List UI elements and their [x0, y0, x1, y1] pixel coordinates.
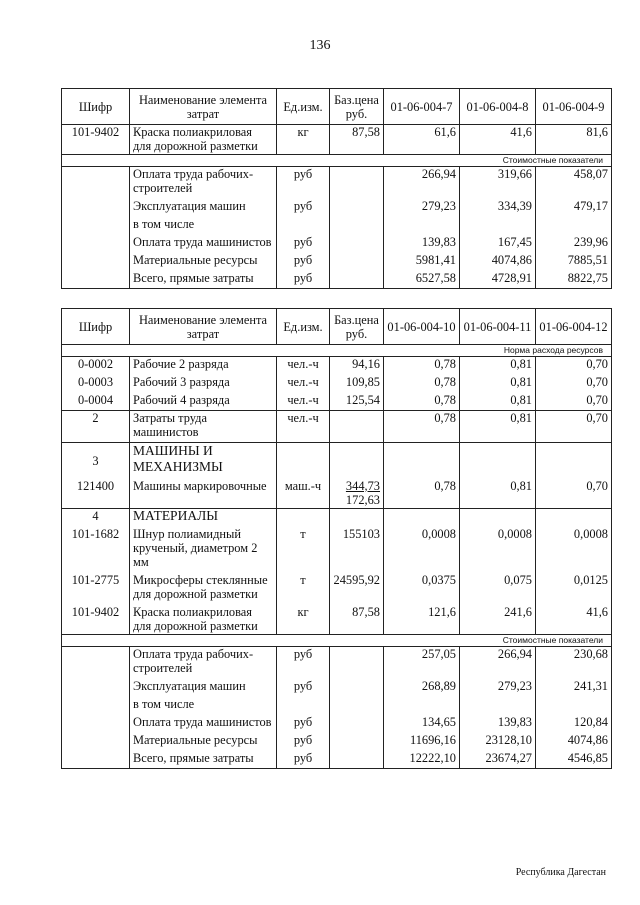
cost-value: 4728,91: [460, 271, 536, 289]
table-row: [62, 715, 612, 733]
table-row: [62, 357, 612, 375]
cost-value: 4546,85: [536, 751, 612, 769]
table-row: [62, 527, 612, 573]
header-price: Баз.цена руб.: [330, 89, 384, 125]
row-value: 41,6: [460, 125, 536, 155]
cost-value: 167,45: [460, 235, 536, 253]
header-col-3: 01-06-004-9: [536, 89, 612, 125]
row-name: Шнур полиамидный крученый, диаметром 2 мм: [130, 527, 277, 573]
row-code: 0-0002: [62, 357, 130, 375]
table-row: [62, 393, 612, 411]
cost-unit: руб: [277, 715, 330, 733]
price-secondary: 172,63: [345, 492, 380, 507]
cost-value: 266,94: [384, 167, 460, 199]
table-row: [62, 733, 612, 751]
row-unit: чел.-ч: [277, 393, 330, 411]
row-name: Рабочий 4 разряда: [130, 393, 277, 411]
table-row: [62, 679, 612, 697]
row-value: 0,81: [460, 479, 536, 509]
section-label-row: [62, 345, 612, 357]
cost-value: 239,96: [536, 235, 612, 253]
cost-value: 279,23: [460, 679, 536, 697]
cost-value: 479,17: [536, 199, 612, 217]
table-row: [62, 479, 612, 509]
row-value: 0,70: [536, 411, 612, 443]
row-code: 2: [62, 411, 130, 443]
row-unit: чел.-ч: [277, 375, 330, 393]
table-row: [62, 697, 612, 715]
cost-unit: руб: [277, 679, 330, 697]
cost-value: 11696,16: [384, 733, 460, 751]
cost-value: 266,94: [460, 647, 536, 679]
cost-value: 230,68: [536, 647, 612, 679]
footer-region: Республика Дагестан: [515, 867, 606, 878]
row-value: 0,70: [536, 479, 612, 509]
row-unit: маш.-ч: [277, 479, 330, 509]
row-unit: кг: [277, 605, 330, 635]
table-row: [62, 199, 612, 217]
table-row: [62, 253, 612, 271]
table-row: [62, 125, 612, 155]
row-price: 87,58: [330, 605, 384, 635]
row-value: 0,0125: [536, 573, 612, 605]
cost-name: в том числе: [130, 217, 277, 235]
row-name: Рабочий 3 разряда: [130, 375, 277, 393]
header-col-1: 01-06-004-10: [384, 309, 460, 345]
cost-name: в том числе: [130, 697, 277, 715]
cost-name: Оплата труда машинистов: [130, 235, 277, 253]
row-value: 0,81: [460, 375, 536, 393]
cost-value: 319,66: [460, 167, 536, 199]
cost-value: 268,89: [384, 679, 460, 697]
row-code: 101-2775: [62, 573, 130, 605]
cost-value: 334,39: [460, 199, 536, 217]
section-code: 3: [62, 443, 130, 479]
table-header-row: [62, 309, 612, 345]
cost-value: 5981,41: [384, 253, 460, 271]
section-label-row: [62, 635, 612, 647]
row-code: 0-0004: [62, 393, 130, 411]
row-name: Краска полиакриловая для дорожной разметки: [130, 605, 277, 635]
row-value: 0,78: [384, 357, 460, 375]
cost-unit: руб: [277, 199, 330, 217]
table-row: [62, 167, 612, 199]
section-title: МАТЕРИАЛЫ: [130, 509, 277, 527]
row-value: 121,6: [384, 605, 460, 635]
section-label: Стоимостные показатели: [62, 155, 612, 167]
row-value: 0,81: [460, 393, 536, 411]
row-value: 0,78: [384, 479, 460, 509]
row-value: 0,70: [536, 357, 612, 375]
cost-value: 241,31: [536, 679, 612, 697]
row-name: Затраты труда машинистов: [130, 411, 277, 443]
page-number: 136: [309, 38, 331, 53]
row-value: 81,6: [536, 125, 612, 155]
table-row: [62, 573, 612, 605]
header-name: Наименование элемента затрат: [130, 89, 277, 125]
row-value: 0,78: [384, 375, 460, 393]
row-price: 94,16: [330, 357, 384, 375]
cost-unit: руб: [277, 253, 330, 271]
row-name: Рабочие 2 разряда: [130, 357, 277, 375]
cost-unit: руб: [277, 751, 330, 769]
table-row: [62, 235, 612, 253]
cost-value: 257,05: [384, 647, 460, 679]
row-value: 241,6: [460, 605, 536, 635]
cost-name: Всего, прямые затраты: [130, 271, 277, 289]
row-price: 87,58: [330, 125, 384, 155]
header-unit: Ед.изм.: [277, 309, 330, 345]
cost-name: Оплата труда машинистов: [130, 715, 277, 733]
row-value: 0,075: [460, 573, 536, 605]
header-col-3: 01-06-004-12: [536, 309, 612, 345]
row-value: 0,78: [384, 393, 460, 411]
cost-value: 4074,86: [460, 253, 536, 271]
row-price: 125,54: [330, 393, 384, 411]
row-name: Микросферы стеклянные для дорожной разметки: [130, 573, 277, 605]
table-row: [62, 217, 612, 235]
table-row: [62, 647, 612, 679]
row-code: 101-1682: [62, 527, 130, 573]
header-unit: Ед.изм.: [277, 89, 330, 125]
row-code: 101-9402: [62, 125, 130, 155]
row-value: 41,6: [536, 605, 612, 635]
cost-unit: руб: [277, 235, 330, 253]
cost-value: 6527,58: [384, 271, 460, 289]
norm-label: Норма расхода ресурсов: [62, 345, 612, 357]
cost-name: Эксплуатация машин: [130, 199, 277, 217]
cost-value: 458,07: [536, 167, 612, 199]
section-code: 4: [62, 509, 130, 527]
header-code: Шифр: [62, 89, 130, 125]
header-col-2: 01-06-004-8: [460, 89, 536, 125]
row-name: Машины маркировочные: [130, 479, 277, 509]
section-header-row: [62, 509, 612, 527]
table-row: [62, 411, 612, 443]
cost-value: 12222,10: [384, 751, 460, 769]
cost-name: Оплата труда рабочих-строителей: [130, 167, 277, 199]
row-unit: кг: [277, 125, 330, 155]
cost-value: 23128,10: [460, 733, 536, 751]
cost-value: 8822,75: [536, 271, 612, 289]
price-primary: 344,73: [345, 478, 380, 493]
header-code: Шифр: [62, 309, 130, 345]
cost-value: 23674,27: [460, 751, 536, 769]
cost-name: Материальные ресурсы: [130, 733, 277, 751]
cost-name: Эксплуатация машин: [130, 679, 277, 697]
row-value: 0,0008: [384, 527, 460, 573]
header-col-1: 01-06-004-7: [384, 89, 460, 125]
header-col-2: 01-06-004-11: [460, 309, 536, 345]
cost-value: 139,83: [460, 715, 536, 733]
cost-value: 120,84: [536, 715, 612, 733]
cost-unit: руб: [277, 167, 330, 199]
row-value: 0,70: [536, 375, 612, 393]
row-value: 0,0008: [536, 527, 612, 573]
row-value: 0,0375: [384, 573, 460, 605]
row-value: 0,81: [460, 357, 536, 375]
table-row: [62, 751, 612, 769]
cost-unit: руб: [277, 733, 330, 751]
header-name: Наименование элемента затрат: [130, 309, 277, 345]
cost-name: Всего, прямые затраты: [130, 751, 277, 769]
row-value: 0,81: [460, 411, 536, 443]
row-value: 61,6: [384, 125, 460, 155]
table-header-row: [62, 89, 612, 125]
row-name: Краска полиакриловая для дорожной разметки: [130, 125, 277, 155]
row-code: 101-9402: [62, 605, 130, 635]
row-price: 24595,92: [330, 573, 384, 605]
row-price: 155103: [330, 527, 384, 573]
row-unit: чел.-ч: [277, 411, 330, 443]
row-price: [330, 479, 384, 509]
row-unit: т: [277, 573, 330, 605]
cost-name: Материальные ресурсы: [130, 253, 277, 271]
cost-value: 134,65: [384, 715, 460, 733]
row-unit: т: [277, 527, 330, 573]
section-label: Стоимостные показатели: [62, 635, 612, 647]
cost-value: 279,23: [384, 199, 460, 217]
row-unit: чел.-ч: [277, 357, 330, 375]
cost-value: 139,83: [384, 235, 460, 253]
cost-value: 4074,86: [536, 733, 612, 751]
cost-unit: руб: [277, 647, 330, 679]
row-code: 121400: [62, 479, 130, 509]
row-value: 0,0008: [460, 527, 536, 573]
row-value: 0,78: [384, 411, 460, 443]
section-label-row: [62, 155, 612, 167]
cost-name: Оплата труда рабочих-строителей: [130, 647, 277, 679]
cost-unit: руб: [277, 271, 330, 289]
row-price: 109,85: [330, 375, 384, 393]
cost-table-2: [61, 308, 612, 769]
cost-value: 7885,51: [536, 253, 612, 271]
table-row: [62, 271, 612, 289]
row-code: 0-0003: [62, 375, 130, 393]
header-price: Баз.цена руб.: [330, 309, 384, 345]
table-row: [62, 375, 612, 393]
row-value: 0,70: [536, 393, 612, 411]
cost-table-1: [61, 88, 612, 289]
table-row: [62, 605, 612, 635]
section-title: МАШИНЫ И МЕХАНИЗМЫ: [130, 443, 277, 479]
section-header-row: [62, 443, 612, 479]
